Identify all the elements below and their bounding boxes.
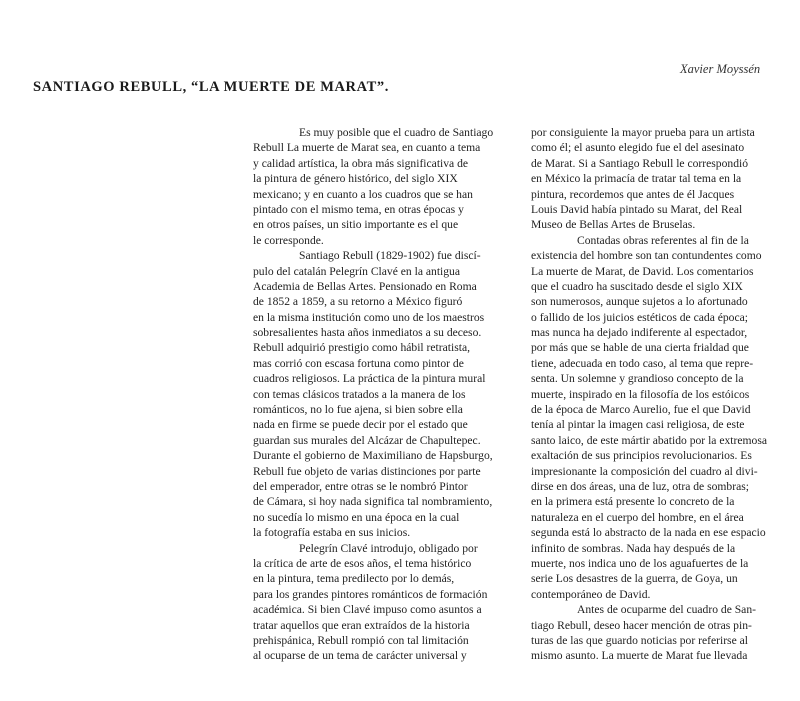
article-title: SANTIAGO REBULL, “LA MUERTE DE MARAT”.	[33, 79, 389, 95]
text-line: muerte, inspirado en la filosofía de los estóicos	[531, 387, 750, 401]
text-line: impresionante la composición del cuadro al divi-	[531, 464, 758, 478]
text-line: para los grandes pintores románticos de formación	[253, 587, 488, 601]
text-line: y calidad artística, la obra más significativa de	[253, 156, 469, 170]
text-line: Durante el gobierno de Maximiliano de Hapsburgo,	[253, 449, 493, 463]
text-line: La muerte de Marat, de David. Los comentarios	[531, 264, 754, 278]
text-line: contemporáneo de David.	[531, 587, 651, 601]
text-line: de la época de Marco Aurelio, fue el que David	[531, 403, 751, 417]
text-line: como él; el asunto elegido fue el del asesinato	[531, 141, 745, 155]
text-line: de Cámara, si hoy nada significa tal nombramiento,	[253, 495, 493, 509]
text-line: tiago Rebull, deseo hacer mención de otras pin-	[531, 618, 752, 632]
text-line: no sucedía lo mismo en una época en la cual	[253, 510, 460, 524]
text-line: pulo del catalán Pelegrín Clavé en la antigua	[253, 264, 461, 278]
text-line: turas de las que guardo noticias por referirse al	[531, 633, 748, 647]
article-author: Xavier Moyssén	[680, 62, 761, 76]
text-line: Rebull fue objeto de varias distinciones por parte	[253, 464, 481, 478]
text-line: Pelegrín Clavé introdujo, obligado por	[299, 541, 478, 555]
text-line: guardan sus murales del Alcázar de Chapultepec.	[253, 433, 481, 447]
text-line: la crítica de arte de esos años, el tema histórico	[253, 556, 472, 570]
text-line: mas nunca ha dejado indiferente al espectador,	[531, 326, 748, 340]
text-line: tratar aquellos que eran extraídos de la historia	[253, 618, 470, 632]
text-line: Contadas obras referentes al fin de la	[577, 233, 749, 247]
text-line: de Marat. Si a Santiago Rebull le correspondió	[531, 156, 749, 170]
text-line: con temas clásicos tratados a la manera de los	[253, 387, 466, 401]
text-line: académica. Si bien Clavé impuso como asuntos a	[253, 603, 482, 617]
text-line: Museo de Bellas Artes de Bruselas.	[531, 218, 696, 232]
text-line: segunda está lo abstracto de la nada en ese espacio	[531, 526, 766, 540]
text-line: existencia del hombre son tan contundentes como	[531, 249, 762, 263]
text-line: Academia de Bellas Artes. Pensionado en Roma	[253, 279, 477, 293]
right-text-column	[531, 125, 791, 664]
text-line: infinito de sombras. Nada hay después de la	[531, 541, 736, 555]
text-line: Louis David había pintado su Marat, del Real	[531, 202, 743, 216]
text-line: naturaleza en el cuerpo del hombre, en el área	[531, 510, 744, 524]
text-line: que el cuadro ha suscitado desde el siglo XIX	[531, 279, 743, 293]
text-line: románticos, no lo fue ajena, si bien sobre ella	[253, 403, 463, 417]
text-line: exaltación de sus principios revolucionarios. Es	[531, 449, 752, 463]
text-line: por más que se hable de una cierta frialdad que	[531, 341, 749, 355]
text-line: en la misma institución como uno de los maestros	[253, 310, 485, 324]
text-line: por consiguiente la mayor prueba para un artista	[531, 126, 755, 139]
text-line: son numerosos, aunque sujetos a lo afortunado	[531, 295, 748, 309]
text-line: sobresalientes hasta años inmediatos a su deceso.	[253, 326, 482, 340]
text-line: prehispánica, Rebull rompió con tal limitación	[253, 633, 469, 647]
text-line: del emperador, entre otras se le nombró Pintor	[253, 479, 468, 493]
text-line: Es muy posible que el cuadro de Santiago	[299, 126, 494, 139]
text-line: la fotografía estaba en sus inicios.	[253, 526, 411, 540]
text-line: Antes de ocuparme del cuadro de San-	[577, 603, 756, 617]
text-line: santo laico, de este mártir abatido por la extremosa	[531, 433, 767, 447]
text-line: en la pintura, tema predilecto por lo demás,	[253, 572, 455, 586]
text-line: muerte, nos indica uno de los aguafuertes de la	[531, 556, 749, 570]
text-line: pintado con el mismo tema, en otras épocas y	[253, 202, 464, 216]
text-line: la pintura de género histórico, del siglo XIX	[253, 172, 458, 186]
text-line: en otros países, un sitio importante es el que	[253, 218, 459, 232]
text-line: mas corrió con escasa fortuna como pintor de	[253, 356, 464, 370]
text-line: senta. Un solemne y grandioso concepto de la	[531, 372, 744, 386]
text-line: pintura, recordemos que antes de él Jacques	[531, 187, 735, 201]
text-line: en la primera está presente lo concreto de la	[531, 495, 735, 509]
text-line: o fallido de los juicios estéticos de cada época;	[531, 310, 748, 324]
text-line: tiene, adecuada en todo caso, al tema que repre-	[531, 356, 754, 370]
text-line: de 1852 a 1859, a su retorno a México figuró	[253, 295, 463, 309]
text-line: tenía al pintar la imagen casi religiosa, de este	[531, 418, 745, 432]
text-line: dirse en dos áreas, una de luz, otra de sombras;	[531, 479, 749, 493]
text-line: cuadros religiosos. La práctica de la pintura mural	[253, 372, 486, 386]
text-line: Rebull adquirió prestigio como hábil retratista,	[253, 341, 471, 355]
text-line: le corresponde.	[253, 233, 324, 247]
text-line: mismo asunto. La muerte de Marat fue llevada	[531, 649, 748, 663]
left-text-column	[253, 125, 509, 664]
text-line: serie Los desastres de la guerra, de Goya, un	[531, 572, 738, 586]
text-line: al ocuparse de un tema de carácter universal y	[253, 649, 467, 663]
text-line: en México la primacía de tratar tal tema en la	[531, 172, 742, 186]
text-line: Rebull La muerte de Marat sea, en cuanto a tema	[253, 141, 481, 155]
text-line: Santiago Rebull (1829-1902) fue discí-	[299, 249, 481, 263]
text-line: nada en firme se puede decir por el estado que	[253, 418, 468, 432]
text-line: mexicano; y en cuanto a los cuadros que se han	[253, 187, 473, 201]
